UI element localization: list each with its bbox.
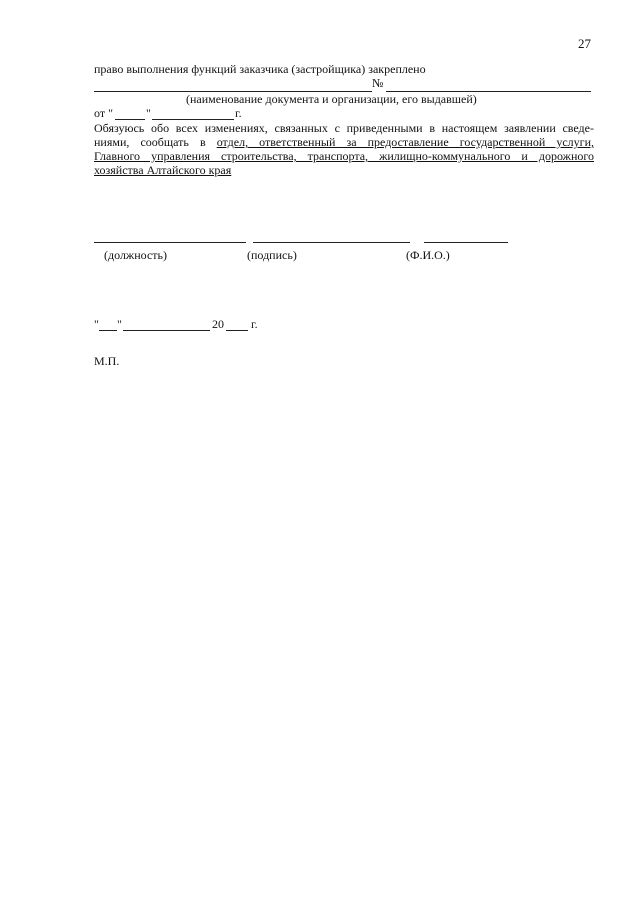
bottom-date-day-blank[interactable] — [99, 330, 117, 331]
bottom-date-century: 20 — [212, 317, 224, 331]
signature-blank[interactable] — [253, 242, 410, 243]
date-from-label: от " — [94, 106, 113, 120]
name-caption: (Ф.И.О.) — [406, 248, 450, 262]
bottom-date-month-blank[interactable] — [123, 330, 210, 331]
document-caption: (наименование документа и организации, его выдавшей) — [186, 92, 477, 106]
position-caption: (должность) — [104, 248, 167, 262]
pledge-line-4: хозяйства Алтайского края — [94, 163, 232, 177]
bottom-date-year-blank[interactable] — [226, 330, 248, 331]
date-day-blank[interactable] — [115, 119, 145, 120]
name-blank[interactable] — [424, 242, 508, 243]
pledge-line-3: Главного управления строительства, транспорта, жилищно-коммунального и дорожного — [94, 149, 594, 163]
pledge-line-2-prefix: ниями, сообщать в — [94, 135, 206, 149]
bottom-date-year-suffix: г. — [251, 317, 258, 331]
pledge-line-1: Обязуюсь обо всех изменениях, связанных с приведенными в настоящем заявлении сведе- — [94, 121, 594, 135]
page-number: 27 — [578, 36, 591, 51]
number-sign: № — [372, 76, 384, 90]
assignment-line: право выполнения функций заказчика (застройщика) закреплено — [94, 62, 426, 76]
date-quote: " — [146, 106, 151, 120]
date-month-blank[interactable] — [152, 119, 234, 120]
signature-caption: (подпись) — [247, 248, 297, 262]
date-year-suffix: г. — [235, 106, 242, 120]
pledge-line-2 — [94, 136, 594, 150]
position-blank[interactable] — [94, 242, 246, 243]
bottom-date-open-quote: " — [94, 317, 99, 331]
stamp-placeholder: М.П. — [94, 354, 120, 368]
bottom-date-close-quote: " — [117, 317, 122, 331]
department-reference: отдел, ответственный за предоставление государственной услуги, — [216, 135, 595, 149]
